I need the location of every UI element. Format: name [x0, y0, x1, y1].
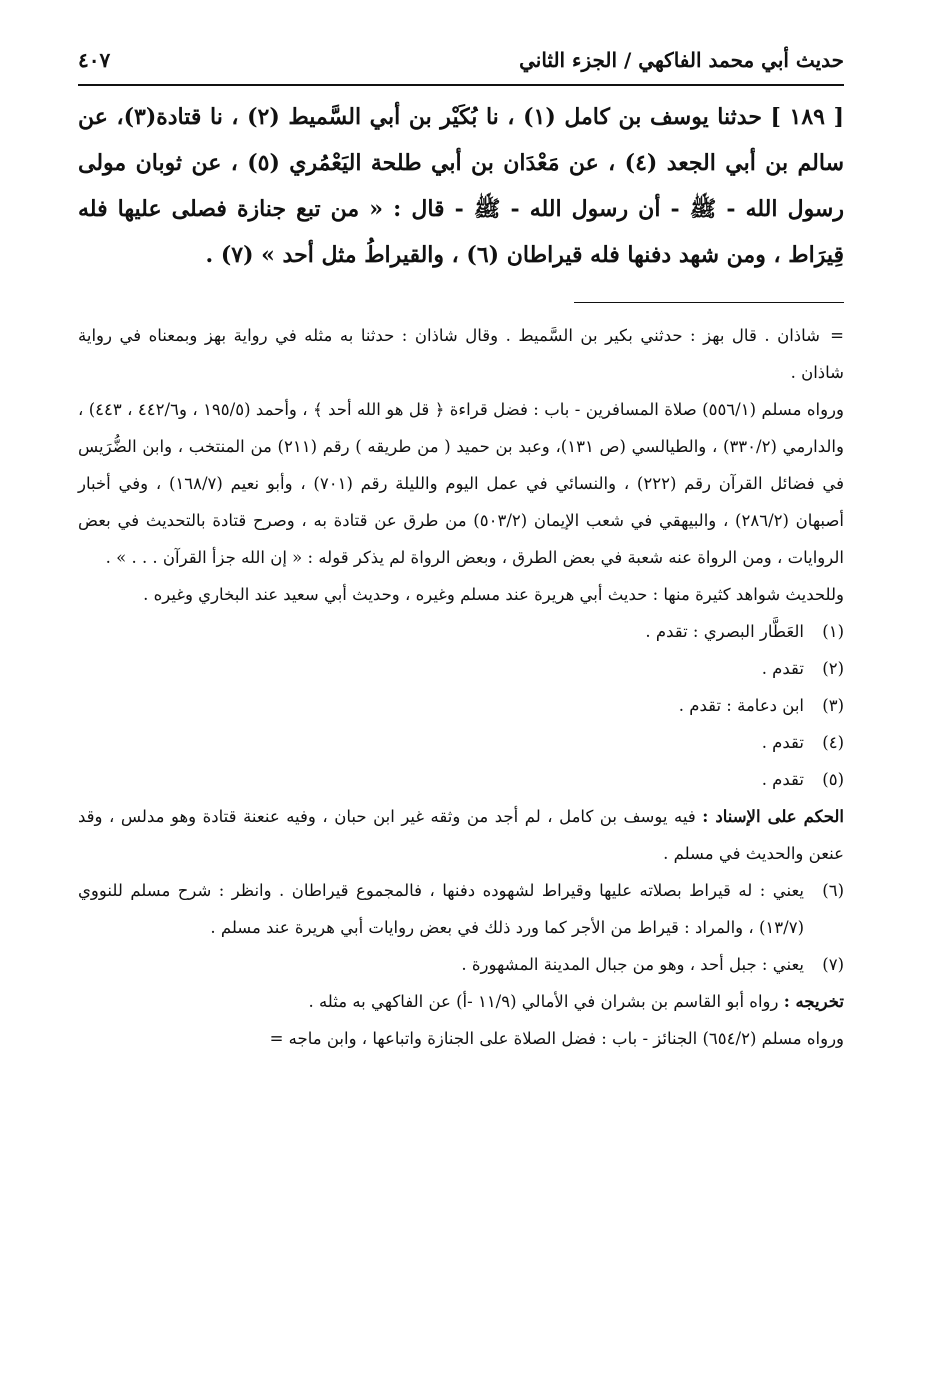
- footnote-4: [78, 724, 844, 761]
- footnote-text: تقدم .: [761, 733, 804, 752]
- page-number: ٤٠٧: [78, 48, 111, 72]
- footnote-separator: [574, 302, 844, 303]
- continuation-mark: =: [830, 326, 844, 345]
- footnote-6: [78, 872, 844, 946]
- continuation-note: [78, 317, 844, 391]
- header-rule: [78, 84, 844, 86]
- footnote-text: العَطَّار البصري : تقدم .: [645, 622, 804, 641]
- footnote-number: (٧): [822, 955, 844, 974]
- note-paragraph-1: ورواه مسلم (٥٥٦/١) صلاة المسافرين - باب : فضل قراءة ﴿ قل هو الله أحد ﴾ ، وأحمد (١٩٥/٥ ، و٤٤٢/٦ ، ٤٤٣) ، والدارمي (٣٣٠/٢) ، والطيالسي (ص ١٣١)، وعبد بن حميد ( من طريقه ) رقم (٢١١) من المنتخب ، وابن الضُّرَيس في فضائل القرآن رقم (٢٢٢) ، والنسائي في عمل اليوم والليلة رقم (٧٠١) ، وأبو نعيم (١٦٨/٧) ، وفي أخبار أصبهان (٢٨٦/٢) ، والبيهقي في شعب الإيمان (٥٠٣/٢) من طرق عن قتادة به ، وصرح قتادة بالتحديث في بعض الروايات ، ومن الرواة عنه شعبة في بعض الطرق ، وبعض الرواة لم يذكر قوله : « إن الله جزأ القرآن . . . » .: [78, 400, 844, 567]
- note-paragraph-2: وللحديث شواهد كثيرة منها : حديث أبي هريرة عند مسلم وغيره ، وحديث أبي سعيد عند البخاري وغيره .: [143, 585, 844, 604]
- continuation-text: شاذان . قال بهز : حدثني بكير بن السَّميط . وقال شاذان : حدثنا به مثله في رواية بهز وبمعناه في رواية شاذان .: [78, 326, 844, 382]
- footnote-text: يعني : له قيراط بصلاته عليها وقيراط لشهوده دفنها ، فالمجموع قيراطان . وانظر : شرح مسلم للنووي (١٣/٧) ، والمراد : قيراط من الأجر كما ورد ذلك في بعض روايات أبي هريرة عند مسلم .: [78, 881, 804, 937]
- hadith-text: [ ١٨٩ ] حدثنا يوسف بن كامل (١) ، نا بُكَيْر بن أبي السَّميط (٢) ، نا قتادة(٣)، عن سالم بن أبي الجعد (٤) ، عن مَعْدَان بن أبي طلحة اليَعْمُري (٥) ، عن ثوبان مولى رسول الله - ﷺ - أن رسول الله - ﷺ - قال : « من تبع جنازة فصلى عليها فله قِيرَاط ، ومن شهد دفنها فله قيراطان (٦) ، والقيراطُ مثل أحد » (٧) .: [78, 104, 844, 268]
- footnote-7: [78, 946, 844, 983]
- footnote-3: [78, 687, 844, 724]
- footnote-number: (١): [822, 622, 844, 641]
- footnote-2: [78, 650, 844, 687]
- footnote-number: (٦): [822, 881, 844, 900]
- footnote-number: (٣): [822, 696, 844, 715]
- ruling-text: فيه يوسف بن كامل ، لم أجد من وثقه غير ابن حبان ، وفيه عنعنة قتادة وهو مدلس ، وقد عنعن والحديث في مسلم .: [78, 807, 844, 863]
- footnote-1: [78, 613, 844, 650]
- ruling-paragraph: [78, 798, 844, 872]
- final-line: ورواه مسلم (٦٥٤/٢) الجنائز - باب : فضل الصلاة على الجنازة واتباعها ، وابن ماجه =: [269, 1029, 844, 1048]
- footnote-text: ابن دعامة : تقدم .: [678, 696, 804, 715]
- takhrij-label: تخريجه :: [783, 992, 844, 1011]
- footnote-text: تقدم .: [761, 770, 804, 789]
- footnote-number: (٢): [822, 659, 844, 678]
- footnotes: [78, 317, 844, 1057]
- footnote-text: يعني : جبل أحد ، وهو من جبال المدينة المشهورة .: [461, 955, 804, 974]
- takhrij-paragraph: [78, 983, 844, 1020]
- book-page: [78, 48, 844, 1057]
- ruling-label: الحكم على الإسناد :: [702, 807, 844, 826]
- footnote-text: تقدم .: [761, 659, 804, 678]
- running-header: [78, 48, 844, 82]
- footnote-5: [78, 761, 844, 798]
- takhrij-text: رواه أبو القاسم بن بشران في الأمالي (١١/٩ -أ) عن الفاكهي به مثله .: [308, 992, 779, 1011]
- running-title: حديث أبي محمد الفاكهي / الجزء الثاني: [519, 48, 844, 72]
- footnote-number: (٤): [822, 733, 844, 752]
- footnote-number: (٥): [822, 770, 844, 789]
